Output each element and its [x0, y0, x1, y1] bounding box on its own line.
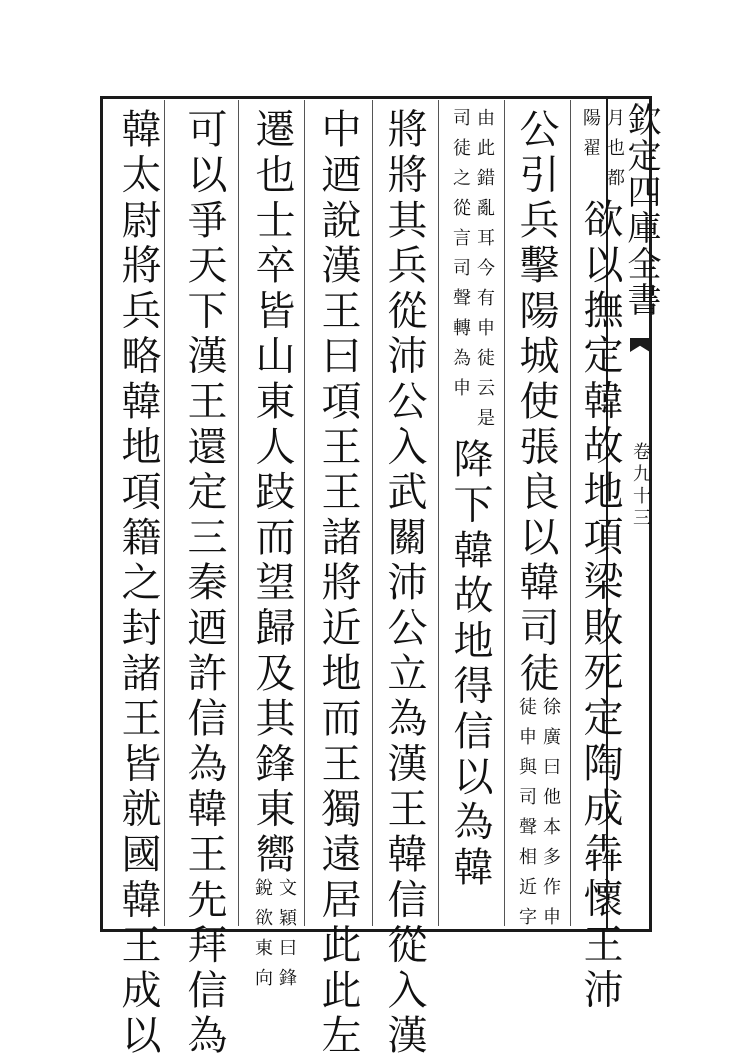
text-column-6: [246, 108, 298, 999]
main-text: 降下韓故地得信以為韓: [447, 438, 493, 891]
column-divider: [438, 100, 439, 926]
text-column-2: [510, 108, 562, 937]
column-divider: [164, 100, 165, 926]
annotation-pair: [514, 697, 562, 937]
text-column-3: [444, 108, 496, 920]
text-column-4: [378, 108, 430, 1059]
main-text: 遷也士卒皆山東人跂而望歸及其鋒東嚮: [249, 108, 295, 879]
annotation-line: 銳欲東向: [252, 878, 273, 999]
annotation-pair: [578, 108, 626, 198]
main-text: 中迺說漢王曰項王王諸將近地而王獨遠居此此左: [315, 108, 361, 1059]
annotation-line: 陽翟: [580, 108, 601, 168]
annotation-pair: [448, 108, 496, 438]
annotation-line: 由此錯亂耳今有申徒云是: [474, 108, 495, 438]
book-title: 欽定四庫全書: [621, 102, 661, 318]
annotation-line: 徐廣曰他本多作申: [540, 696, 561, 937]
text-column-7: [178, 108, 230, 1059]
column-divider: [304, 100, 305, 926]
main-text: 公引兵擊陽城使張良以韓司徒: [513, 108, 559, 697]
column-divider: [504, 100, 505, 926]
text-column-8: [112, 108, 164, 1059]
column-divider: [372, 100, 373, 926]
main-text: 欲以撫定韓故地項梁敗死定陶成犇懷王沛: [577, 198, 623, 1014]
text-column-1: [574, 108, 626, 1014]
annotation-line: 文穎曰鋒: [276, 878, 297, 999]
volume-number: 卷九十三: [630, 442, 651, 530]
column-divider: [238, 100, 239, 926]
annotation-pair: [250, 878, 298, 998]
column-divider: [570, 100, 571, 926]
main-text: 韓太尉將兵略韓地項籍之封諸王皆就國韓王成以: [115, 108, 161, 1059]
annotation-line: 司徒之從言司聲轉為申: [450, 108, 471, 408]
text-column-5: [312, 108, 364, 1059]
main-text: 可以爭天下漢王還定三秦迺許信為韓王先拜信為: [181, 108, 227, 1059]
main-text: 將將其兵從沛公入武關沛公立為漢王韓信從入漢: [381, 108, 427, 1059]
annotation-line: 徒申與司聲相近字: [516, 696, 537, 937]
annotation-line: 月也都: [604, 108, 625, 198]
